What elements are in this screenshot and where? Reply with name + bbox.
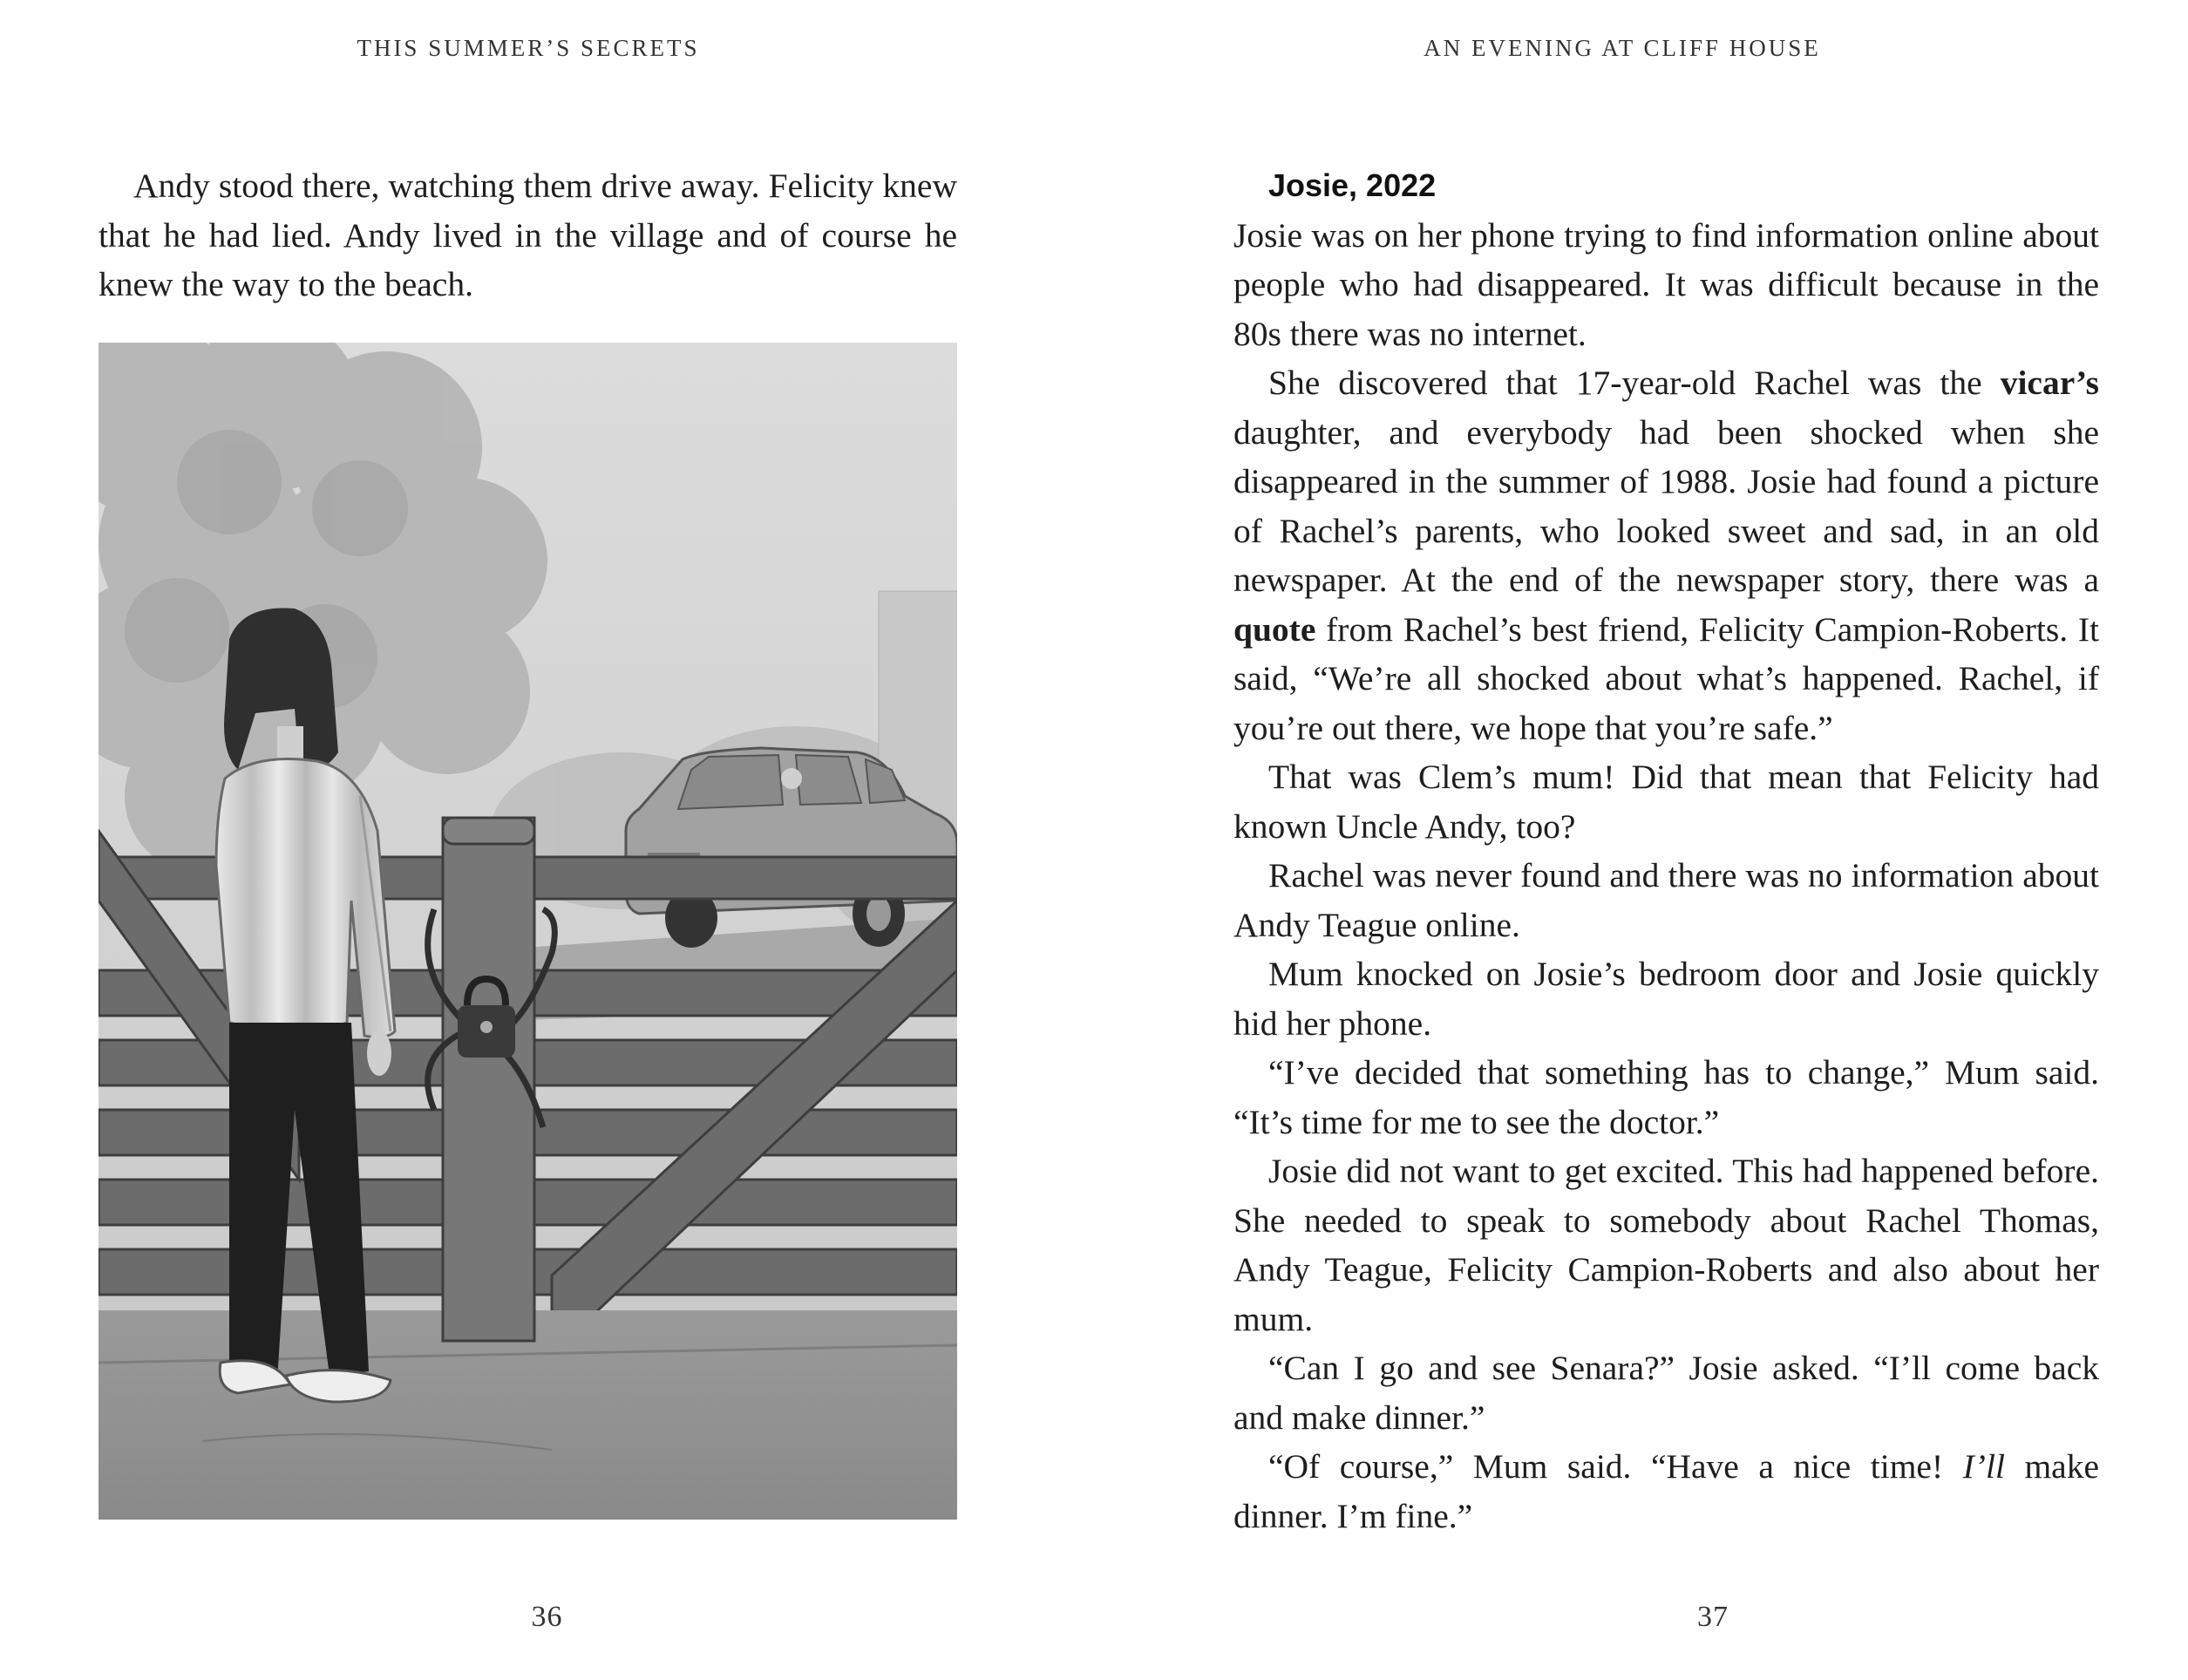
paragraph-8: “Can I go and see Senara?” Josie asked. “I’ll come back and make dinner.” — [1233, 1349, 2099, 1437]
paragraph: Andy stood there, watching them drive away. Felicity knew that he had lied. Andy lived in the village and of course he knew the way to the beach. — [99, 167, 957, 303]
paragraph-9-text-a: “Of course,” Mum said. “Have a nice time! — [1268, 1447, 1963, 1486]
paragraph-2-text-a: She discovered that 17-year-old Rachel was the — [1268, 364, 2001, 402]
running-head-right: AN EVENING AT CLIFF HOUSE — [1424, 35, 1821, 61]
paragraph-9-text-c: make dinner. I’m fine.” — [1233, 1447, 2099, 1535]
paragraph-2 — [1233, 358, 2099, 752]
paragraph-2-text-e: from Rachel’s best friend, Felicity Campion-Roberts. It said, “We’re all shocked about what’s happened. Rachel, if you’re out there, we hope that you’re safe.” — [1233, 609, 2099, 747]
page-number-left: 36 — [531, 1601, 563, 1633]
paragraph-3: That was Clem’s mum! Did that mean that Felicity had known Uncle Andy, too? — [1233, 758, 2099, 846]
paragraph-2-text-c: daughter, and everybody had been shocked when she disappeared in the summer of 1988. Josie had found a picture of Rachel’s parents, who looked sweet and sad, in an old newspaper. At the end of the newspaper story, there was a — [1233, 412, 2099, 599]
page-number-right: 37 — [1697, 1601, 1729, 1633]
left-text-block — [99, 161, 957, 309]
section-heading: Josie, 2022 — [1268, 167, 1437, 203]
illustration-svg — [99, 343, 957, 1520]
paragraph-6: “I’ve decided that something has to change,” Mum said. “It’s time for me to see the doctor.” — [1233, 1053, 2099, 1141]
paragraph-5: Mum knocked on Josie’s bedroom door and Josie quickly hid her phone. — [1233, 955, 2099, 1043]
running-head-left: THIS SUMMER’S SECRETS — [357, 35, 700, 61]
glossary-word-vicars: vicar’s — [2000, 364, 2099, 402]
emphasis-ill: I’ll — [1962, 1447, 2005, 1486]
right-page — [1094, 0, 2188, 1680]
paragraph-4: Rachel was never found and there was no information about Andy Teague online. — [1233, 856, 2099, 944]
illustration-boy-at-locked-gate-watching-car — [99, 343, 957, 1520]
paragraph-1: Josie was on her phone trying to find information online about people who had disappeared. It was difficult because in the 80s there was no internet. — [1233, 215, 2099, 353]
right-text-block — [1233, 161, 2099, 1541]
paragraph-7: Josie did not want to get excited. This had happened before. She needed to speak to somebody about Rachel Thomas, Andy Teague, Felicity Campion-Roberts and also about her mum. — [1233, 1152, 2099, 1338]
glossary-word-quote: quote — [1233, 609, 1316, 649]
paragraph-9 — [1233, 1442, 2099, 1541]
